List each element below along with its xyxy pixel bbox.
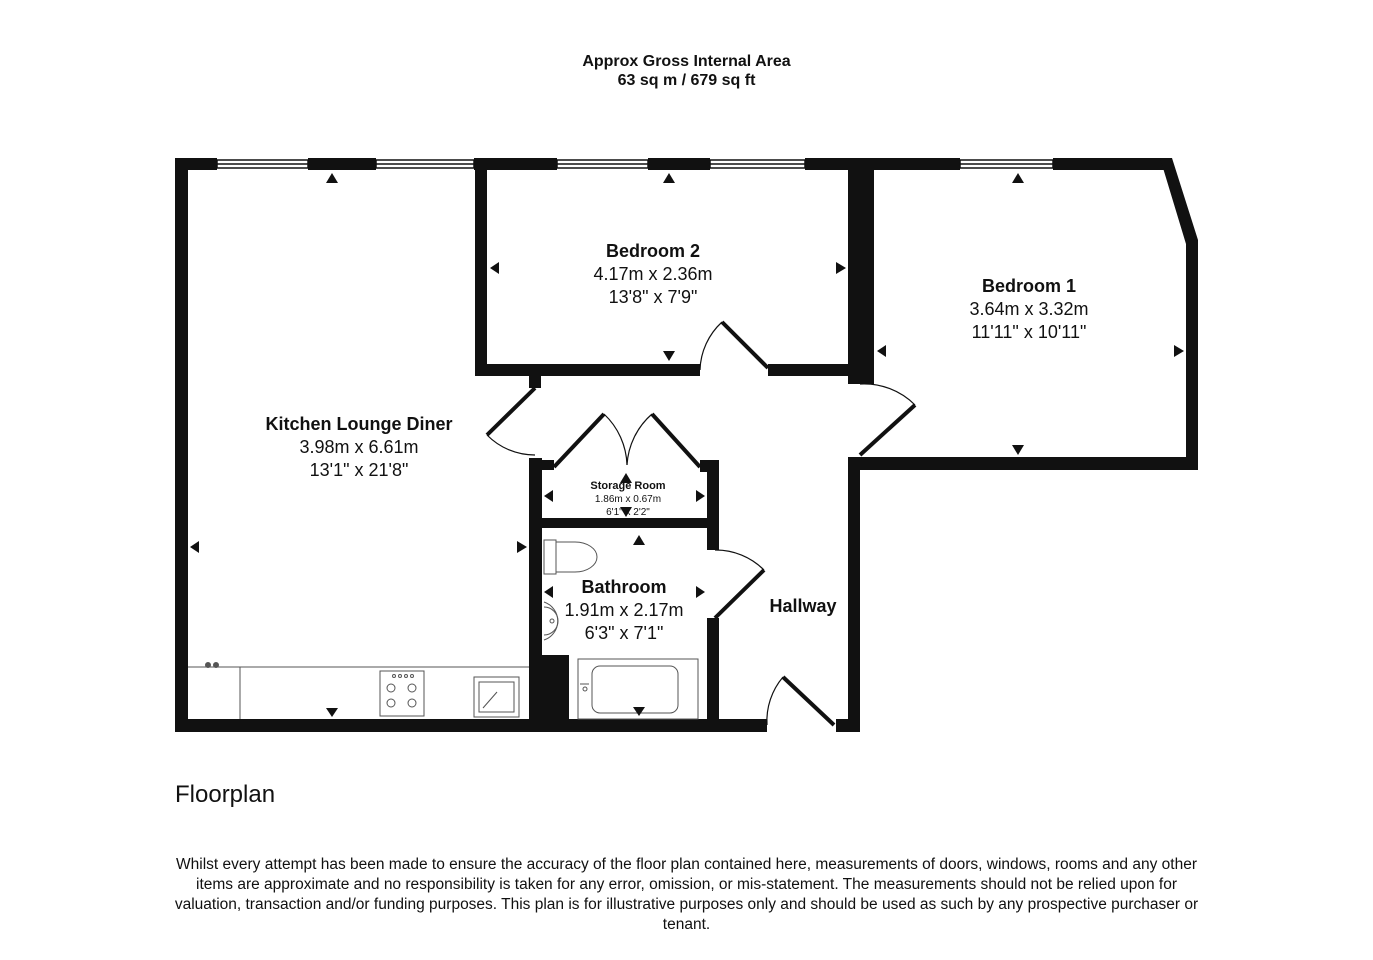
room-label-bedroom-2 [593, 241, 712, 307]
area-value: 63 sq m / 679 sq ft [617, 72, 756, 89]
kitchen-fixtures [188, 663, 529, 720]
room-imperial: 6'3" x 7'1" [584, 623, 664, 643]
room-metric: 4.17m x 2.36m [593, 264, 713, 284]
room-name: Bedroom 1 [981, 276, 1077, 296]
room-label-bedroom-1 [969, 276, 1088, 342]
room-imperial: 13'1" x 21'8" [309, 460, 409, 480]
room-name: Bathroom [581, 577, 667, 597]
plan-label: Floorplan [175, 781, 276, 808]
room-name: Bedroom 2 [605, 241, 701, 261]
room-metric: 3.98m x 6.61m [299, 437, 419, 457]
room-label-bathroom [564, 577, 683, 643]
room-label-hallway [769, 596, 836, 616]
room-imperial: 6'1" x 2'2" [606, 507, 650, 518]
room-label-kitchen [265, 414, 452, 480]
room-imperial: 11'11" x 10'11" [971, 322, 1087, 342]
area-title: Approx Gross Internal Area [582, 53, 791, 70]
room-label-storage [590, 480, 665, 518]
room-name: Storage Room [590, 480, 666, 492]
room-name: Hallway [769, 596, 837, 616]
room-imperial: 13'8" x 7'9" [608, 287, 698, 307]
room-metric: 1.91m x 2.17m [564, 600, 684, 620]
room-name: Kitchen Lounge Diner [265, 414, 453, 434]
disclaimer-text: Whilst every attempt has been made to ensure the accuracy of the floor plan contained here, measurements of doors, windows, rooms and any other items are approximate and no responsibility is taken for any error, omission, or mis-statement. The measurements should not be relied upon for valuation, transaction and/or funding purposes. This plan is for illustrative purposes only and should be used as such by any prospective purchaser or tenant. [174, 856, 1199, 933]
room-metric: 1.86m x 0.67m [594, 494, 662, 505]
room-metric: 3.64m x 3.32m [969, 299, 1089, 319]
